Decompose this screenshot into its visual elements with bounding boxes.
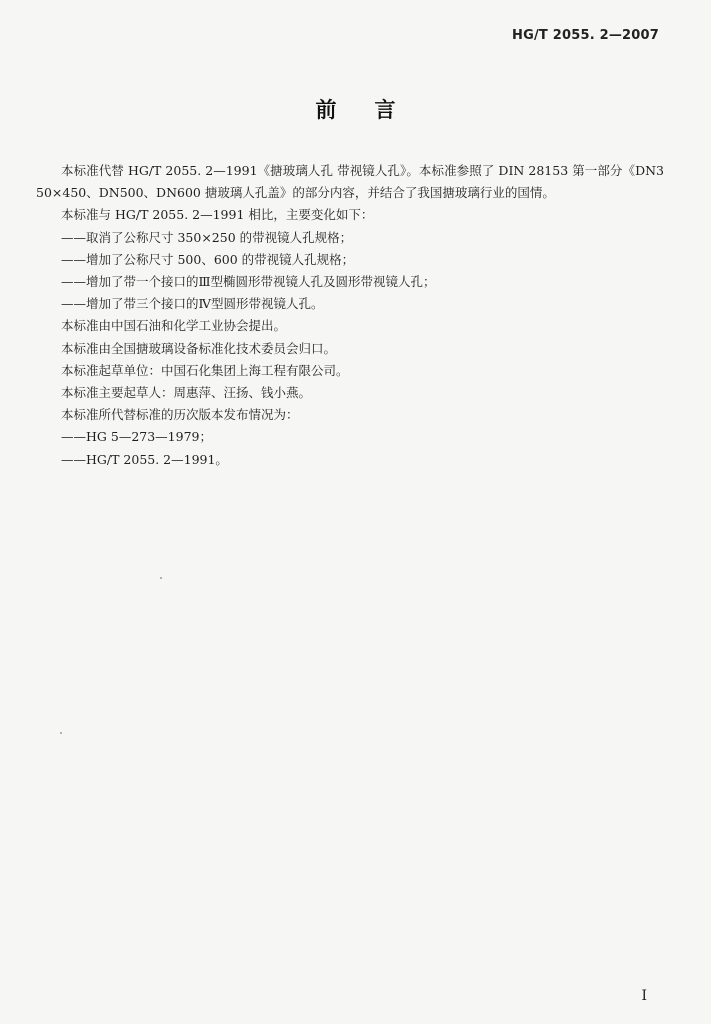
paragraph-proposed-by: 本标准由中国石油和化学工业协会提出。	[61, 318, 287, 334]
change-item: ——增加了公称尺寸 500、600 的带视镜人孔规格；	[61, 251, 355, 267]
standard-code: HG/T 2055. 2—2007	[512, 28, 659, 43]
scan-speck	[60, 732, 62, 734]
paragraph-replaces: 本标准代替 HG/T 2055. 2—1991《搪玻璃人孔 带视镜人孔》。本标准参照了 DIN 28153 第一部分《DN350×450、DN500、DN600 搪玻璃人孔盖》的部分内容，并结合了我国搪玻璃行业的国情。	[36, 163, 664, 201]
scan-speck	[160, 577, 162, 579]
page-number: I	[641, 988, 647, 1004]
history-item: ——HG 5—273—1979；	[61, 429, 212, 445]
foreword-body	[36, 160, 664, 471]
history-item: ——HG/T 2055. 2—1991。	[61, 451, 228, 467]
change-item: ——增加了带三个接口的Ⅳ型圆形带视镜人孔。	[61, 296, 324, 312]
change-item: ——取消了公称尺寸 350×250 的带视镜人孔规格；	[61, 229, 353, 245]
paragraph-drafting-unit: 本标准起草单位：中国石化集团上海工程有限公司。	[61, 362, 349, 378]
change-item: ——增加了带一个接口的Ⅲ型椭圆形带视镜人孔及圆形带视镜人孔；	[61, 274, 436, 290]
paragraph-changes-intro: 本标准与 HG/T 2055. 2—1991 相比，主要变化如下：	[61, 207, 374, 223]
paragraph-history-intro: 本标准所代替标准的历次版本发布情况为：	[61, 407, 299, 423]
paragraph-drafters: 本标准主要起草人：周惠萍、汪扬、钱小燕。	[61, 385, 312, 401]
paragraph-centralized-by: 本标准由全国搪玻璃设备标准化技术委员会归口。	[61, 340, 337, 356]
page-title: 前言	[315, 98, 434, 122]
